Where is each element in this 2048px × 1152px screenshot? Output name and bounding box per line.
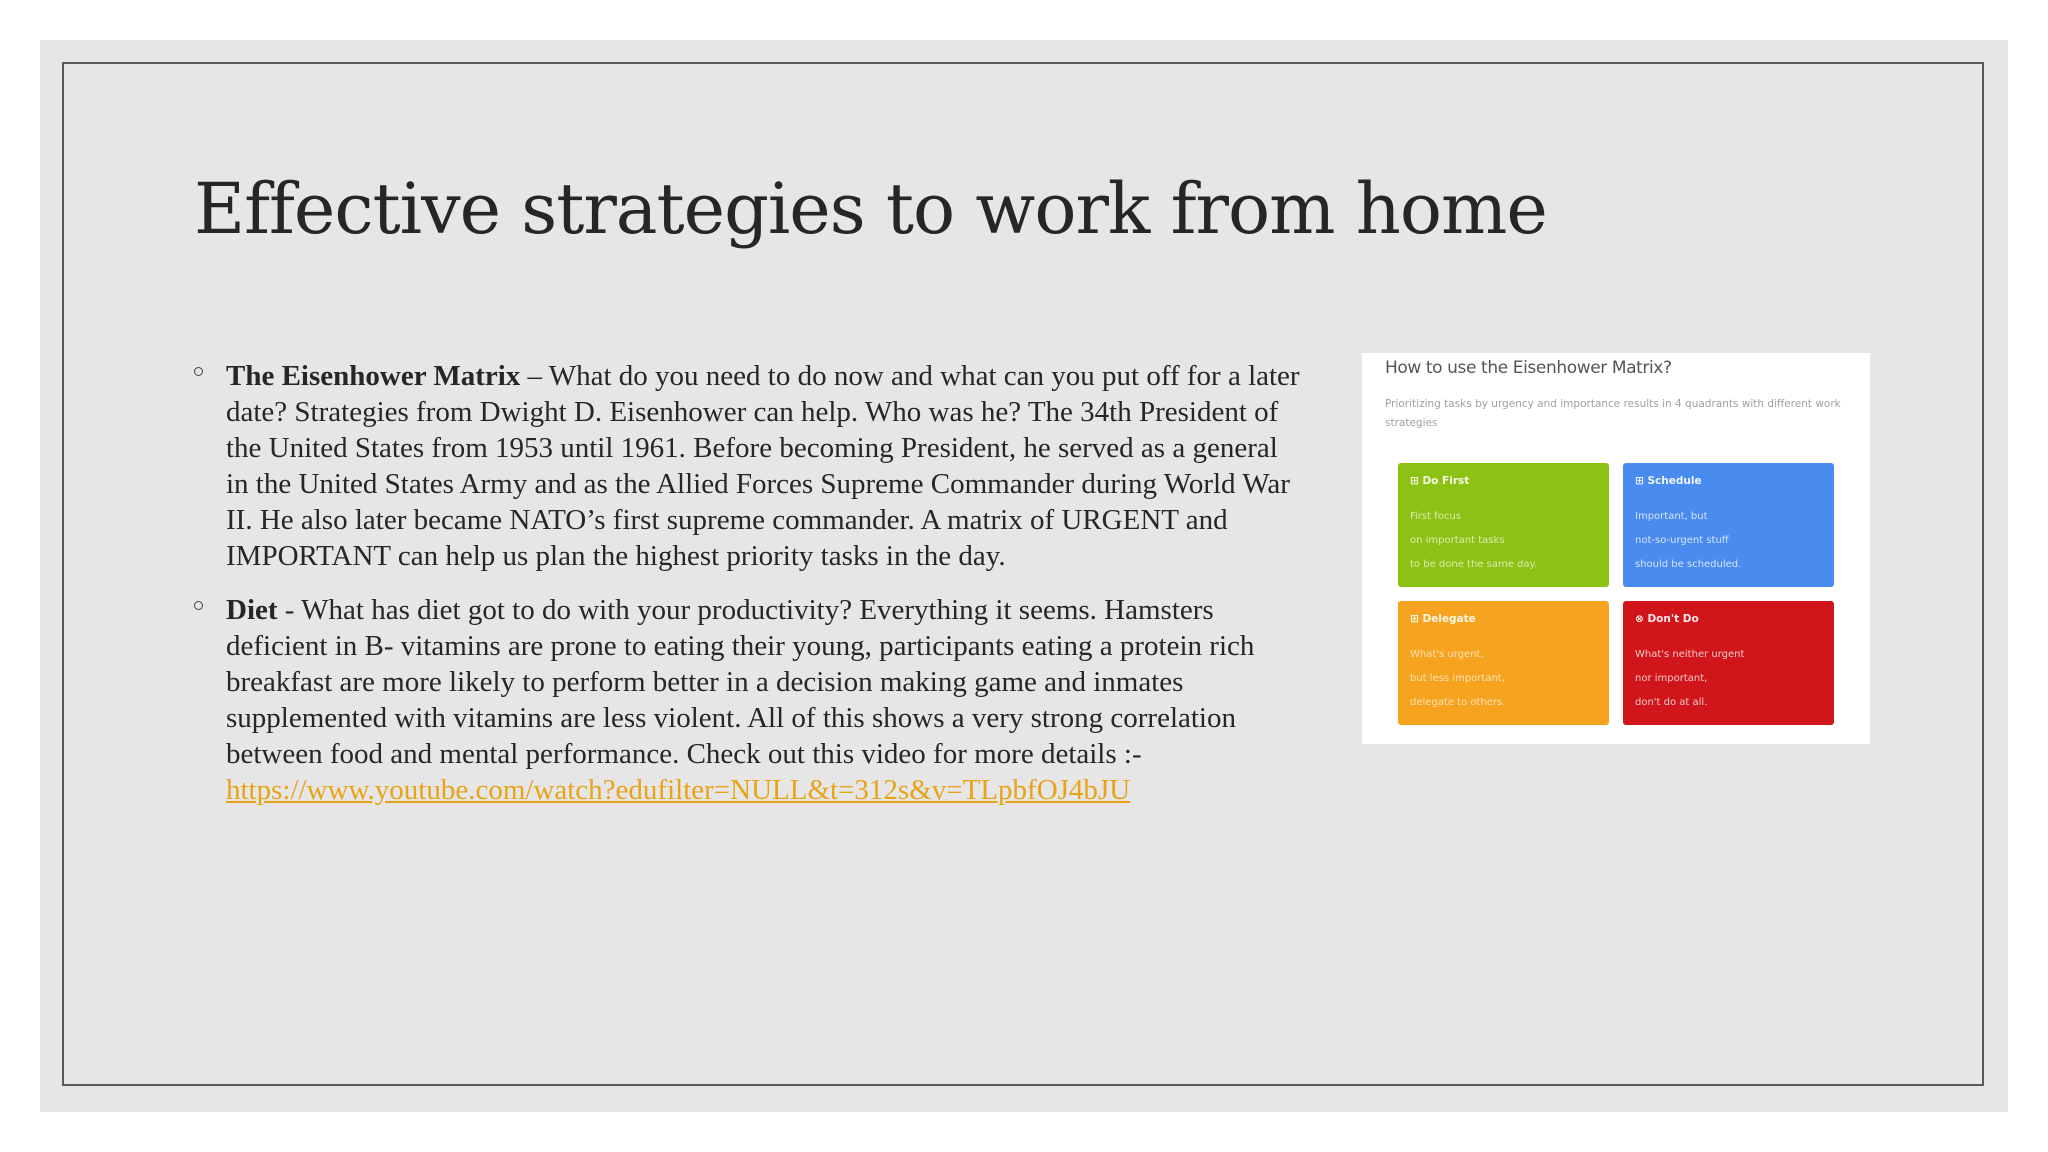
quadrant-line: First focus <box>1410 511 1461 522</box>
quadrant-line: but less important, <box>1410 673 1505 684</box>
eisenhower-matrix-image <box>1362 353 1870 744</box>
quadrant-line: What's neither urgent <box>1635 649 1745 660</box>
bullet-text: – What do you need to do now and what can you put off for a later date? Strategies from Dwight D. Eisenhower can help. Who was he? The 34th President of the United States from 1953 until 1961. Before becoming President, he served as a general in the United States Army and as the Allied Forces Supreme Commander during World War II. He also later became NATO’s first supreme commander. A matrix of URGENT and IMPORTANT can help us plan the highest priority tasks in the day. <box>226 360 1300 572</box>
image-title: How to use the Eisenhower Matrix? <box>1385 358 1672 378</box>
quadrant-line: to be done the same day. <box>1410 559 1538 570</box>
bullet-lead: The Eisenhower Matrix <box>226 360 521 392</box>
quadrant-delegate <box>1398 601 1609 725</box>
quadrant-line: nor important, <box>1635 673 1708 684</box>
slide <box>40 40 2008 1112</box>
quadrant-heading: ⊞ Delegate <box>1410 613 1476 625</box>
quadrant-line: on important tasks <box>1410 535 1505 546</box>
quadrant-line: Important, but <box>1635 511 1708 522</box>
bullet-list <box>194 358 1304 826</box>
bullet-text: - What has diet got to do with your productivity? Everything it seems. Hamsters deficient in B- vitamins are prone to eating their young, participants eating a protein rich breakfast are more likely to perform better in a decision making game and inmates supplemented with vitamins are less violent. All of this shows a very strong correlation between food and mental performance. Check out this video for more details :- <box>226 594 1255 770</box>
quadrant-heading: ⊗ Don't Do <box>1635 613 1699 625</box>
image-subtitle: Prioritizing tasks by urgency and importance results in 4 quadrants with different work strategies <box>1385 398 1841 429</box>
quadrant-do-first <box>1398 463 1609 587</box>
slide-title: Effective strategies to work from home <box>194 168 1547 250</box>
quadrant-line: should be scheduled. <box>1635 559 1742 570</box>
quadrant-dont-do <box>1623 601 1834 725</box>
bullet-circle-icon <box>194 601 203 610</box>
quadrant-line: delegate to others. <box>1410 697 1506 708</box>
youtube-link[interactable]: https://www.youtube.com/watch?edufilter=NULL&t=312s&v=TLpbfOJ4bJU <box>226 774 1131 806</box>
bullet-eisenhower <box>194 358 1304 574</box>
quadrant-line: not-so-urgent stuff <box>1635 535 1729 546</box>
bullet-diet <box>194 592 1304 808</box>
bullet-circle-icon <box>194 367 203 376</box>
quadrant-line: What's urgent, <box>1410 649 1484 660</box>
quadrant-heading: ⊞ Schedule <box>1635 475 1702 487</box>
quadrant-schedule <box>1623 463 1834 587</box>
quadrant-line: don't do at all. <box>1635 697 1708 708</box>
quadrant-heading: ⊞ Do First <box>1410 475 1470 487</box>
bullet-lead: Diet <box>226 594 278 626</box>
